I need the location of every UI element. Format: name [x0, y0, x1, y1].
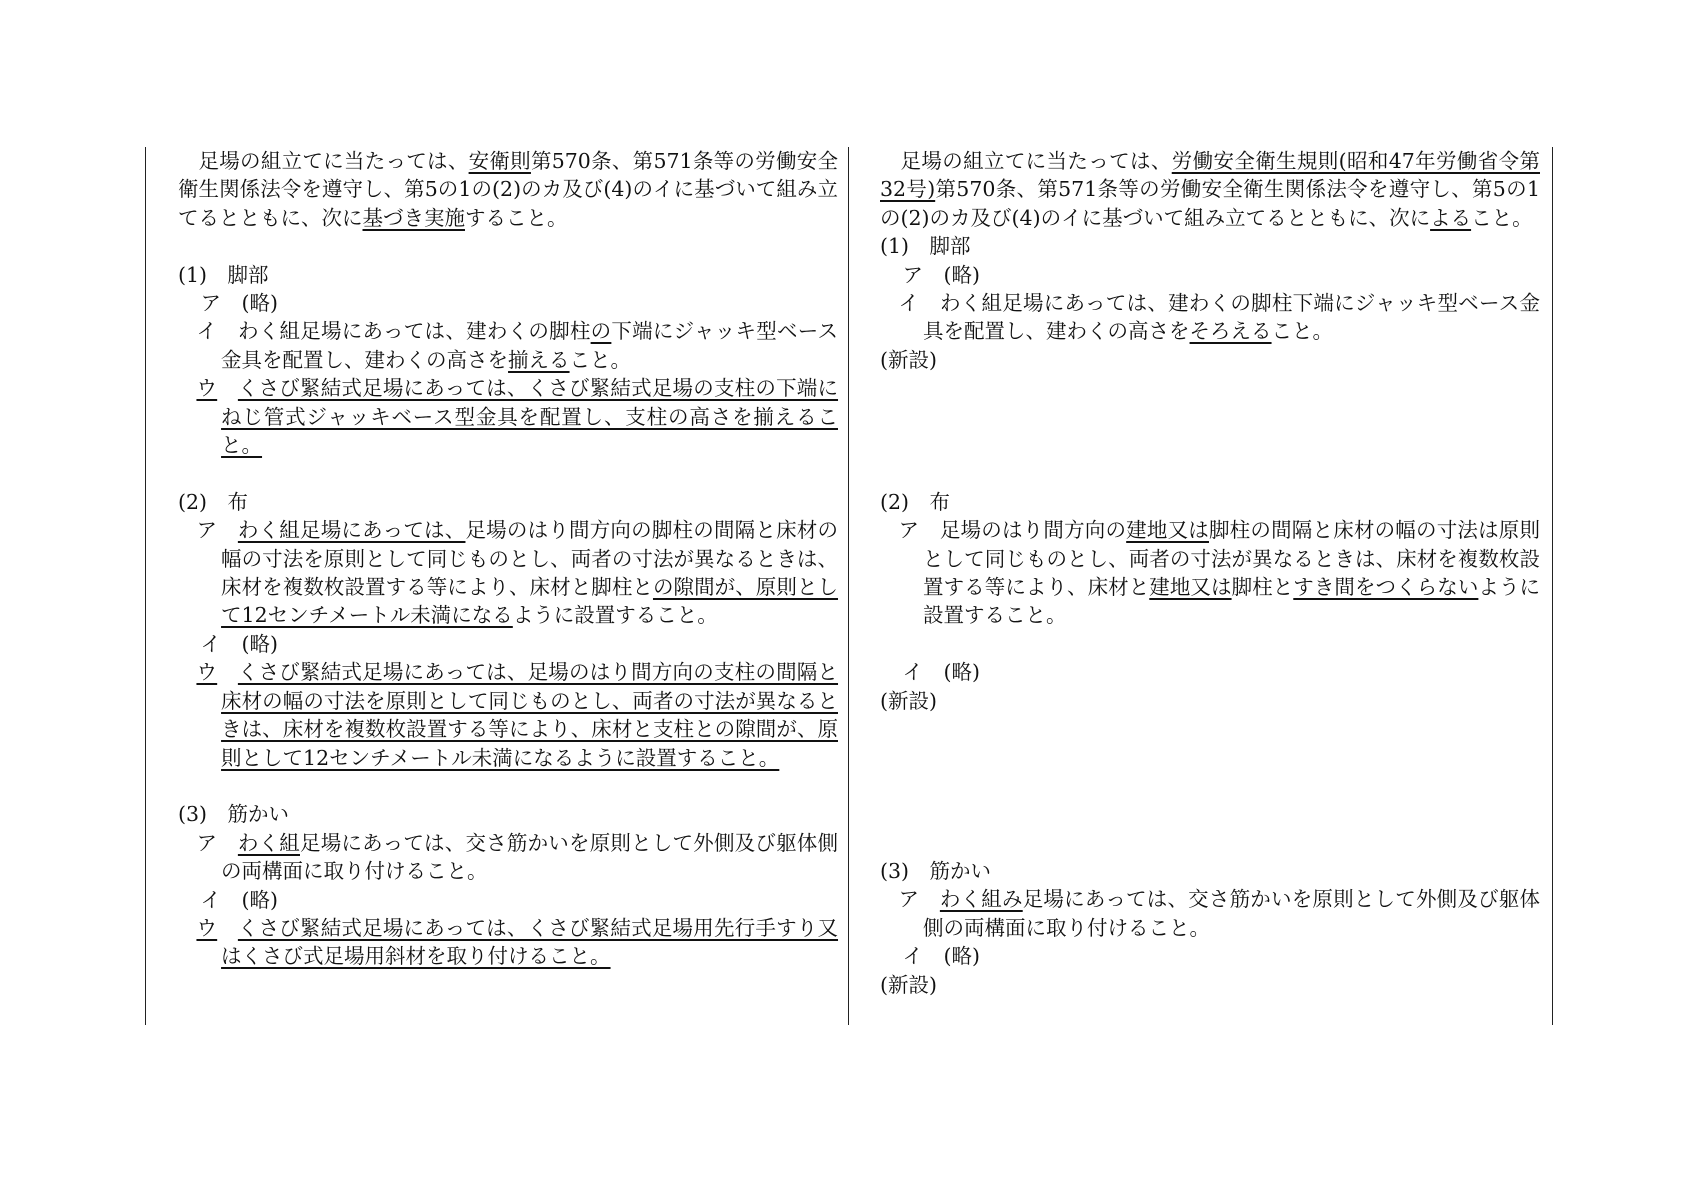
text-segment — [217, 376, 238, 400]
underlined-text-segment: くさび緊結式足場にあっては、くさび緊結式足場用先行手すり又はくさび式足場用斜材を取り付けること。 — [221, 915, 839, 969]
underlined-text-segment: の — [590, 319, 612, 344]
text-segment — [217, 660, 238, 684]
text-segment: こと。 — [569, 347, 632, 372]
right-section-2-item-i: イ (略) — [902, 660, 981, 685]
text-segment: ア — [898, 887, 940, 912]
underlined-text-segment: わく組 — [237, 830, 300, 855]
underlined-text-segment: ウ — [196, 376, 218, 401]
text-segment — [217, 916, 238, 940]
underlined-text-segment: 安衛則 — [468, 149, 531, 173]
right-section-2-heading: (2) 布 — [880, 489, 951, 514]
text-segment: すること。 — [465, 205, 568, 230]
left-section-2-item-a — [178, 516, 838, 630]
right-section-2-item-a — [880, 516, 1540, 630]
underlined-text-segment: ウ — [196, 915, 218, 940]
underlined-text-segment: の隙間が、原則として12センチメートル未満になる — [221, 575, 839, 628]
underlined-text-segment: くさび緊結式足場にあっては、足場のはり間方向の支柱の間隔と床材の幅の寸法を原則として同じものとし、両者の寸法が異なるときは、床材を複数枚設置する等により、床材と支柱との隙間が、原則として12センチメートル未満になるように設置すること。 — [221, 660, 839, 770]
right-section-3-item-a — [880, 885, 1540, 942]
text-segment: ように設置すること。 — [512, 603, 718, 628]
right-section-1-item-a: ア (略) — [902, 262, 981, 287]
text-segment: 足場の組立てに当たっては、 — [198, 149, 469, 173]
underlined-text-segment: わく組み — [939, 887, 1023, 912]
right-section-3-heading: (3) 筋かい — [880, 859, 992, 883]
right-intro-paragraph — [880, 147, 1540, 232]
right-section-3-item-i: イ (略) — [902, 944, 981, 969]
underlined-text-segment: わく組足場にあっては、 — [237, 518, 466, 543]
left-section-2-item-u — [178, 658, 838, 772]
left-column-revised — [178, 147, 838, 971]
text-segment: 足場のはり間方向の脚柱の間隔と床材の幅の寸法を原則として同じものとし、両者の寸法が異なるときは、床材を複数枚設置する等により、床材と脚柱と — [221, 518, 839, 600]
left-section-1-item-a: ア (略) — [200, 291, 279, 316]
text-segment: 第570条、第571条等の労働安全衛生関係法令を遵守し、第5の1の(2)のカ及び(4)のイに基づいて組み立てるとともに、次に — [178, 149, 839, 230]
right-section-1-heading: (1) 脚部 — [880, 234, 971, 259]
text-segment: ア — [196, 518, 238, 543]
text-segment: イ わく組足場にあっては、建わくの脚柱 — [196, 319, 591, 344]
left-section-2-heading: (2) 布 — [178, 489, 249, 514]
left-section-3-item-i: イ (略) — [200, 887, 279, 912]
text-segment: 足場にあっては、交さ筋かいを原則として外側及び躯体側の両構面に取り付けること。 — [221, 830, 839, 884]
text-segment: ア 足場のはり間方向の — [898, 518, 1127, 543]
left-section-1-item-u — [178, 374, 838, 459]
right-section-2-new: (新設) — [880, 688, 937, 713]
right-section-3-new: (新設) — [880, 972, 937, 997]
left-section-2-item-i: イ (略) — [200, 631, 279, 656]
left-section-1-item-i — [178, 317, 838, 374]
left-section-3-heading: (3) 筋かい — [178, 802, 290, 827]
left-section-3-item-a — [178, 829, 838, 886]
text-segment: 足場にあっては、交さ筋かいを原則として外側及び躯体側の両構面に取り付けること。 — [923, 887, 1541, 940]
underlined-text-segment: 建地又は — [1149, 575, 1232, 600]
underlined-text-segment: そろえる — [1189, 319, 1272, 344]
text-segment: こと。 — [1271, 319, 1334, 344]
left-section-1-heading: (1) 脚部 — [178, 262, 269, 287]
right-section-1-new: (新設) — [880, 347, 937, 372]
text-segment: 脚柱の間隔と床材の幅の寸法は原則として同じものとし、両者の寸法が異なるときは、床材を複数枚設置する等により、床材と — [923, 518, 1541, 600]
right-column-current — [880, 147, 1540, 999]
text-segment: 脚柱と — [1231, 575, 1294, 600]
text-segment: 第570条、第571条等の労働安全衛生関係法令を遵守し、第5の1の(2)のカ及び(4)のイに基づいて組み立てるとともに、次に — [880, 177, 1540, 230]
underlined-text-segment: 揃える — [508, 347, 570, 372]
center-divider-line — [848, 147, 849, 1025]
underlined-text-segment: 建地又は — [1126, 518, 1209, 543]
text-segment: ように設置すること。 — [923, 575, 1541, 628]
right-border-line — [1552, 147, 1553, 1025]
text-segment: ア — [196, 830, 238, 855]
text-segment: 足場の組立てに当たっては、 — [900, 149, 1172, 173]
text-segment: 下端にジャッキ型ベース金具を配置し、建わくの高さを — [221, 319, 838, 372]
underlined-text-segment: すき間をつくらない — [1293, 575, 1479, 600]
underlined-text-segment: ウ — [196, 660, 218, 685]
text-segment: イ わく組足場にあっては、建わくの脚柱下端にジャッキ型ベース金具を配置し、建わくの高さを — [898, 291, 1540, 344]
underlined-text-segment: 基づき実施 — [362, 205, 465, 230]
left-section-3-item-u — [178, 914, 838, 971]
underlined-text-segment: 労働安全衛生規則(昭和47年労働省令第32号) — [880, 149, 1540, 202]
underlined-text-segment: くさび緊結式足場にあっては、くさび緊結式足場の支柱の下端にねじ管式ジャッキベース型金具を配置し、支柱の高さを揃えること。 — [221, 376, 839, 458]
text-segment: こと。 — [1471, 205, 1533, 230]
left-intro-paragraph — [178, 147, 838, 232]
left-border-line — [145, 147, 146, 1025]
underlined-text-segment: よる — [1430, 205, 1472, 230]
right-section-1-item-i — [880, 289, 1540, 346]
